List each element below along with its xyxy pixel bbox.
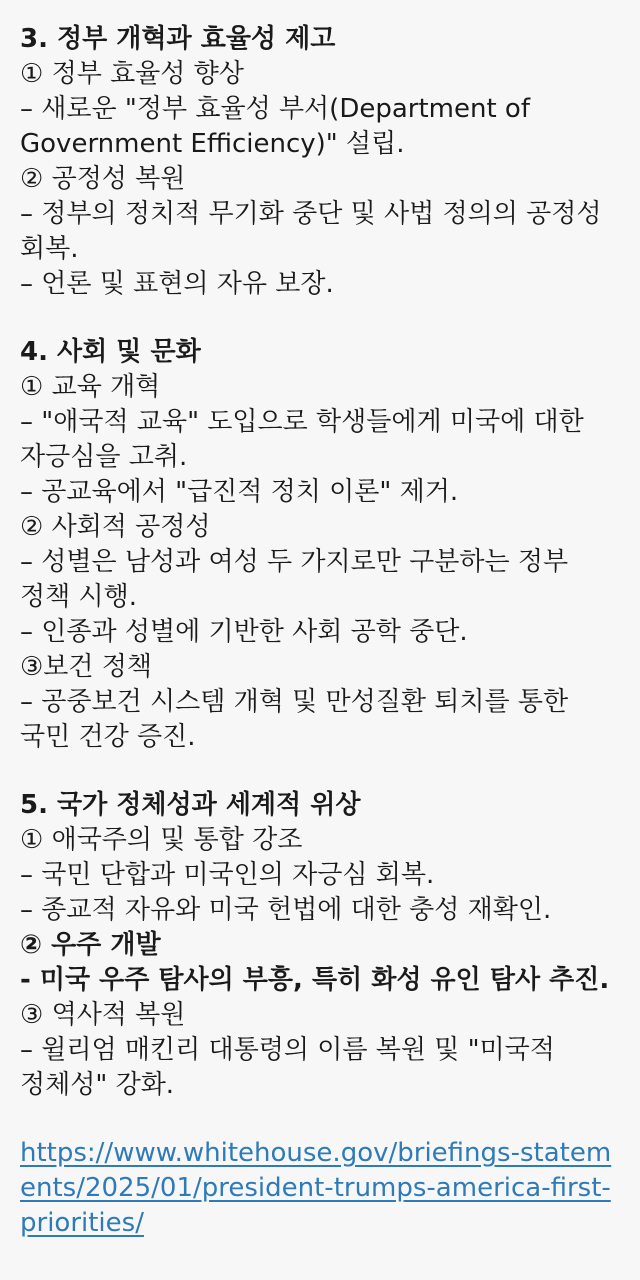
list-item: ① 애국주의 및 통합 강조 (20, 825, 303, 855)
list-item-bold: - 미국 우주 탐사의 부흥, 특히 화성 유인 탐사 추진. (20, 965, 610, 995)
list-item: ① 정부 효율성 향상 (20, 59, 244, 89)
source-link[interactable]: https://www.whitehouse.gov/briefings-statements/2025/01/president-trumps-america-first-priorities/ (20, 1138, 612, 1238)
section-society-culture (20, 335, 625, 755)
list-item: ② 사회적 공정성 (20, 512, 211, 542)
list-item: – 공중보건 시스템 개혁 및 만성질환 퇴치를 통한 국민 건강 증진. (20, 687, 577, 752)
section-heading: 3. 정부 개혁과 효율성 제고 (20, 24, 336, 54)
list-item: – 국민 단합과 미국인의 자긍심 회복. (20, 860, 435, 890)
section-spacer (20, 302, 625, 335)
list-item: – 언론 및 표현의 자유 보장. (20, 269, 334, 299)
document-body (20, 22, 625, 1241)
list-item-bold: ② 우주 개발 (20, 930, 161, 960)
section-government-reform (20, 22, 625, 302)
list-item: – 윌리엄 매킨리 대통령의 이름 복원 및 "미국적 정체성" 강화. (20, 1035, 564, 1100)
list-item: ② 공정성 복원 (20, 164, 186, 194)
list-item: ③보건 정책 (20, 652, 153, 682)
list-item: – 성별은 남성과 여성 두 가지로만 구분하는 정부 정책 시행. (20, 547, 577, 612)
list-item: – 종교적 자유와 미국 헌법에 대한 충성 재확인. (20, 895, 552, 925)
list-item: – 정부의 정치적 무기화 중단 및 사법 정의의 공정성 회복. (20, 199, 610, 264)
section-heading: 4. 사회 및 문화 (20, 337, 201, 367)
list-item: – 인종과 성별에 기반한 사회 공학 중단. (20, 617, 468, 647)
list-item: ① 교육 개혁 (20, 372, 161, 402)
section-spacer (20, 1103, 625, 1136)
list-item: – 새로운 "정부 효율성 부서(Department of Government Efficiency)" 설립. (20, 94, 539, 159)
section-heading: 5. 국가 정체성과 세계적 위상 (20, 790, 361, 820)
section-national-identity (20, 788, 625, 1103)
list-item: ③ 역사적 복원 (20, 1000, 186, 1030)
list-item: – "애국적 교육" 도입으로 학생들에게 미국에 대한 자긍심을 고취. (20, 407, 592, 472)
list-item: – 공교육에서 "급진적 정치 이론" 제거. (20, 477, 459, 507)
section-spacer (20, 755, 625, 788)
